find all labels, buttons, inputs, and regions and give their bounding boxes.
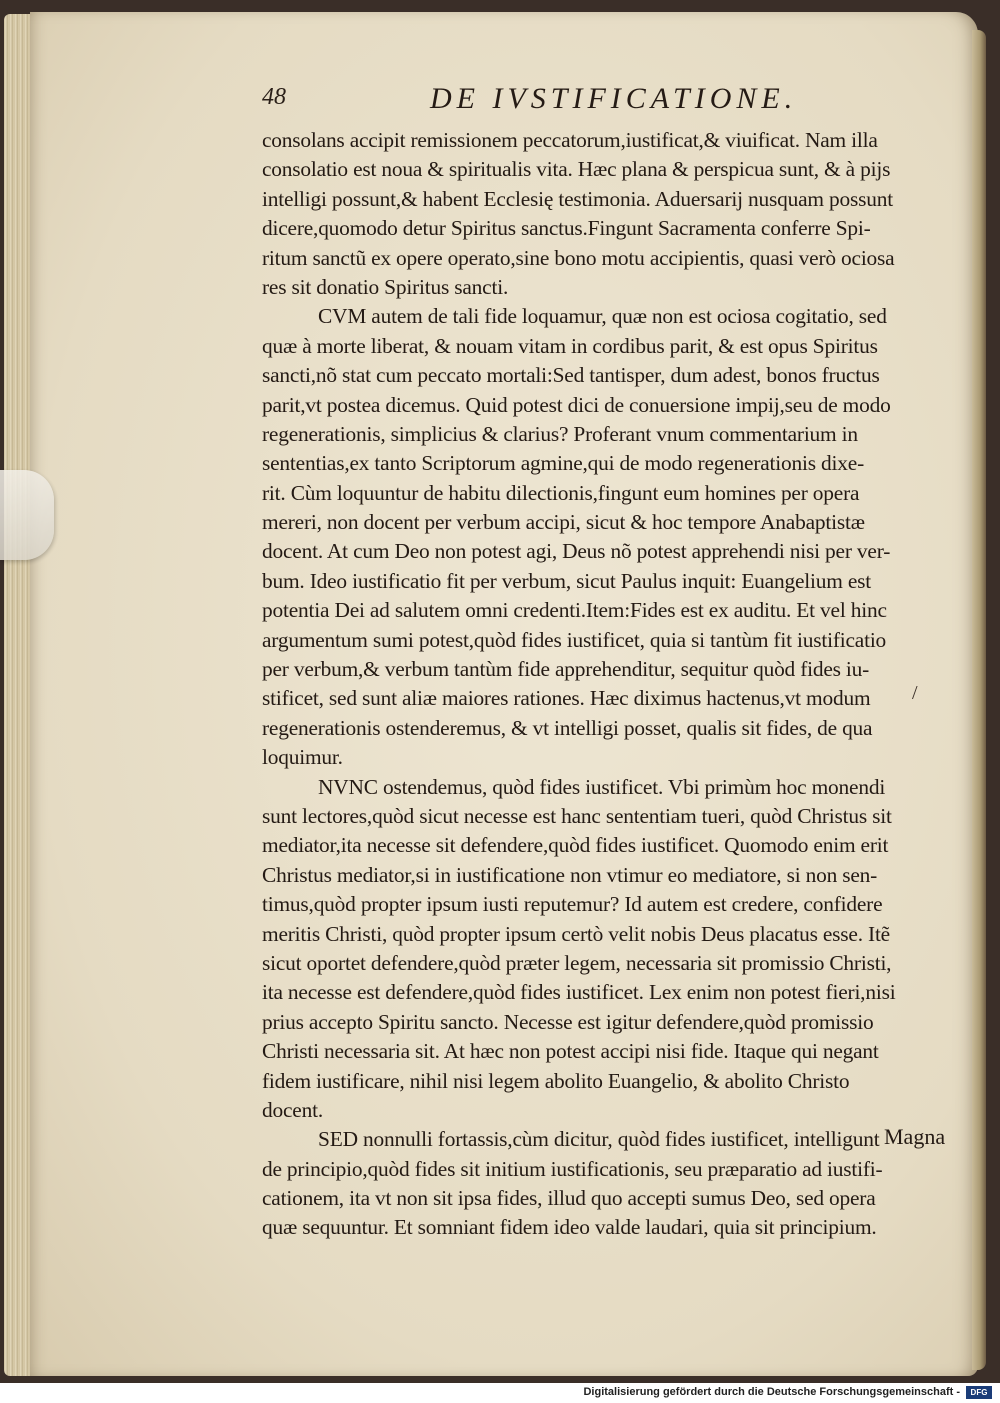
text-line: docent. (262, 1097, 323, 1122)
text-line: dicere,quomodo detur Spiritus sanctus.Fingunt Sacramenta conferre Spi- (262, 216, 871, 241)
running-head: DE IVSTIFICATIONE. (430, 82, 798, 115)
catchword: Magna (884, 1124, 946, 1149)
bookmark-tab (0, 470, 54, 560)
text-line: regenerationis ostenderemus, & vt intelligi posset, qualis sit fides, de qua (262, 715, 873, 740)
text-line: quæ à morte liberat, & nouam vitam in cordibus parit, & est opus Spiritus (262, 333, 878, 358)
text-line: timus,quòd propter ipsum iusti reputemur? Id autem est credere, confidere (262, 892, 883, 917)
text-line: fidem iustificare, nihil nisi legem abolito Euangelio, & abolito Christo (262, 1068, 850, 1093)
margin-mark: / (912, 682, 918, 704)
text-line: prius accepto Spiritu sancto. Necesse est igitur defendere,quòd promissio (262, 1009, 874, 1034)
body-text (262, 126, 962, 1243)
text-line: Christus mediator,si in iustificatione non vtimur eo mediatore, si non sen- (262, 862, 878, 887)
footer-bar (0, 1383, 1000, 1403)
page-number: 48 (262, 84, 286, 110)
text-line: sancti,nõ stat cum peccato mortali:Sed tantisper, dum adest, bonos fructus (262, 363, 880, 388)
text-line: de principio,quòd fides sit initium iustificationis, seu præparatio ad iustifi- (262, 1156, 883, 1181)
text-line: consolatio est noua & spiritualis vita. Hæc plana & perspicua sunt, & à pijs (262, 157, 891, 182)
text-line: cationem, ita vt non sit ipsa fides, illud quo accepti sumus Deo, sed opera (262, 1186, 876, 1211)
text-line: quæ sequuntur. Et somniant fidem ideo valde laudari, quia sit principium. (262, 1215, 877, 1240)
text-line: sententias,ex tanto Scriptorum agmine,qui de modo regenerationis dixe- (262, 451, 865, 476)
text-line: regenerationis, simplicius & clarius? Proferant vnum commentarium in (262, 421, 858, 446)
paragraph-start: CVM autem de tali fide loquamur, quæ non est ociosa cogitatio, sed (318, 304, 887, 329)
text-line: meritis Christi, quòd propter ipsum certò velit nobis Deus placatus esse. Itẽ (262, 921, 890, 946)
text-line: mediator,ita necesse sit defendere,quòd fides iustificet. Quomodo enim erit (262, 833, 889, 858)
page-fore-edge (972, 30, 986, 1370)
paragraph-start: SED nonnulli fortassis,cùm dicitur, quòd fides iustificet, intelligunt (318, 1127, 880, 1152)
text-line: sicut oportet defendere,quòd præter legem, necessaria sit promissio Christi, (262, 950, 892, 975)
paragraph-start: NVNC ostendemus, quòd fides iustificet. Vbi primùm hoc monendi (318, 774, 886, 799)
text-line: argumentum sumi potest,quòd fides iustificet, quia si tantùm fit iustificatio (262, 627, 887, 652)
dfg-logo-icon: DFG (966, 1386, 992, 1399)
text-line: parit,vt postea dicemus. Quid potest dici de conuersione impij,seu de modo (262, 392, 891, 417)
text-line: stificet, sed sunt aliæ maiores rationes. Hæc diximus hactenus,vt modum (262, 686, 871, 711)
text-line: ritum sanctũ ex opere operato,sine bono motu accipientis, quasi verò ociosa (262, 245, 895, 270)
text-line: per verbum,& verbum tantùm fide apprehenditur, sequitur quòd fides iu- (262, 657, 870, 682)
text-line: potentia Dei ad salutem omni credenti.Item:Fides est ex auditu. Et vel hinc (262, 598, 887, 623)
text-line: docent. At cum Deo non potest agi, Deus nõ potest apprehendi nisi per ver- (262, 539, 891, 564)
text-line: mereri, non docent per verbum accipi, sicut & hoc tempore Anabaptistæ (262, 510, 865, 535)
text-line: res sit donatio Spiritus sancti. (262, 274, 509, 299)
text-line: sunt lectores,quòd sicut necesse est hanc sententiam tueri, quòd Christus sit (262, 803, 892, 828)
text-line: ita necesse est defendere,quòd fides iustificet. Lex enim non potest fieri,nisi (262, 980, 896, 1005)
text-line: loquimur. (262, 745, 343, 770)
text-line: rit. Cùm loquuntur de habitu dilectionis,fingunt eum homines per opera (262, 480, 860, 505)
text-line: consolans accipit remissionem peccatorum,iustificat,& viuificat. Nam illa (262, 128, 878, 152)
text-line: bum. Ideo iustificatio fit per verbum, sicut Paulus inquit: Euangelium est (262, 568, 871, 593)
digitization-credit: Digitalisierung gefördert durch die Deutsche Forschungsgemeinschaft - (583, 1386, 960, 1398)
text-line: Christi necessaria sit. At hæc non potest accipi nisi fide. Itaque qui negant (262, 1039, 879, 1064)
text-line: intelligi possunt,& habent Ecclesię testimonia. Aduersarij nusquam possunt (262, 186, 893, 211)
